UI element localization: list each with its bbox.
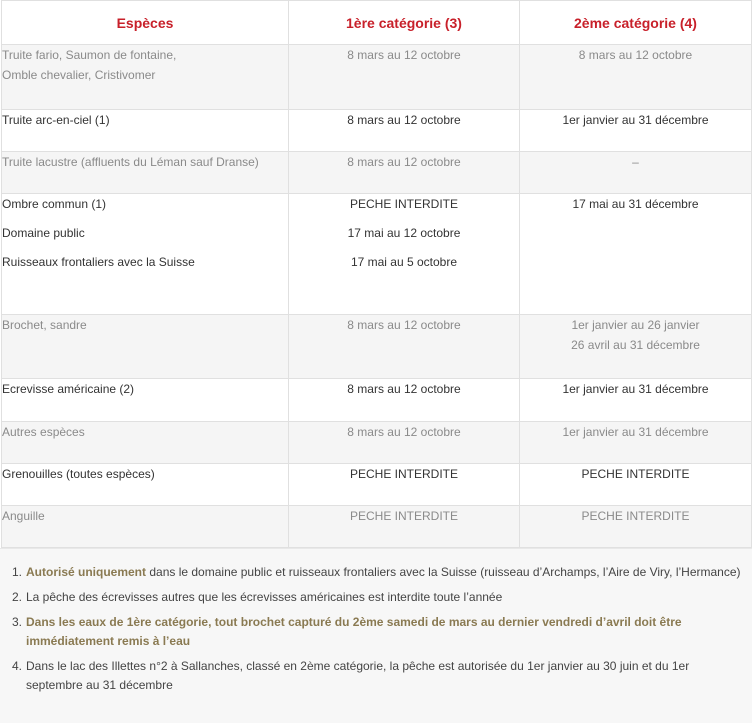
period-value: 17 mai au 31 décembre: [572, 197, 699, 211]
footnote-text: dans le domaine public et ruisseaux frontaliers avec la Suisse (ruisseau d’Archamps, l’Aire de Viry, l’Hermance): [146, 565, 741, 579]
period-value: 17 mai au 12 octobre: [347, 226, 461, 240]
period-value: 8 mars au 12 octobre: [347, 382, 461, 396]
cat2-cell: [520, 110, 752, 152]
header-species: Espèces: [2, 1, 289, 45]
period-value: 8 mars au 12 octobre: [347, 425, 461, 439]
cat2-cell: [520, 422, 752, 464]
period-value: 8 mars au 12 octobre: [347, 318, 461, 332]
cat2-cell: [520, 194, 752, 315]
cat2-cell: [520, 379, 752, 422]
period-value: 1er janvier au 31 décembre: [562, 425, 709, 439]
species-label: Autres espèces: [2, 425, 85, 439]
period-value: 1er janvier au 31 décembre: [562, 382, 709, 396]
cat2-cell: [520, 464, 752, 506]
species-label: Omble chevalier, Cristivomer: [2, 68, 156, 82]
period-value: 8 mars au 12 octobre: [578, 48, 693, 62]
table-row: [2, 110, 752, 152]
cat1-cell: [289, 110, 520, 152]
period-value: 8 mars au 12 octobre: [347, 48, 461, 62]
cat1-cell: [289, 45, 520, 110]
footnote-item: [12, 588, 742, 607]
table-row: [2, 152, 752, 194]
table-row: [2, 506, 752, 548]
period-value: PECHE INTERDITE: [349, 509, 458, 523]
species-cell: [2, 194, 289, 315]
table-row: [2, 422, 752, 464]
footnote-item: [12, 613, 742, 651]
species-label: Grenouilles (toutes espèces): [2, 467, 155, 481]
footnote-item: [12, 657, 742, 695]
species-cell: [2, 152, 289, 194]
period-value: 17 mai au 5 octobre: [350, 255, 458, 269]
cat1-cell: [289, 464, 520, 506]
table-row: [2, 464, 752, 506]
species-cell: [2, 379, 289, 422]
footnote-highlight: Autorisé uniquement: [26, 565, 147, 579]
species-label: Ruisseaux frontaliers avec la Suisse: [2, 255, 195, 269]
period-value: PECHE INTERDITE: [349, 467, 458, 481]
period-value: 8 mars au 12 octobre: [347, 113, 461, 127]
cat1-cell: [289, 194, 520, 315]
cat1-cell: [289, 379, 520, 422]
footnote-number: 3.: [12, 615, 23, 629]
period-value: 1er janvier au 26 janvier: [571, 318, 700, 332]
cat1-cell: [289, 506, 520, 548]
period-value: PECHE INTERDITE: [581, 509, 690, 523]
species-label: Truite fario, Saumon de fontaine,: [2, 48, 177, 62]
cat2-cell: [520, 152, 752, 194]
footnote-highlight: Dans les eaux de 1ère catégorie, tout brochet capturé du 2ème samedi de mars au dernier vendredi d’avril doit être immédiatement remis à l’eau: [26, 615, 682, 648]
species-cell: [2, 422, 289, 464]
period-value: 26 avril au 31 décembre: [571, 338, 700, 352]
species-cell: [2, 506, 289, 548]
footnotes: [0, 548, 752, 723]
footnote-number: 4.: [12, 659, 23, 673]
species-cell: [2, 45, 289, 110]
footnote-text: La pêche des écrevisses autres que les écrevisses américaines est interdite toute l’année: [26, 590, 503, 604]
species-label: Ecrevisse américaine (2): [2, 382, 135, 396]
header-category-1: 1ère catégorie (3): [289, 1, 520, 45]
cat2-cell: [520, 45, 752, 110]
header-category-2: 2ème catégorie (4): [520, 1, 752, 45]
cat1-cell: [289, 315, 520, 379]
table-row: [2, 45, 752, 110]
period-value: 8 mars au 12 octobre: [347, 155, 461, 169]
fishing-seasons-table: [1, 0, 752, 548]
species-cell: [2, 315, 289, 379]
species-cell: [2, 464, 289, 506]
footnote-number: 2.: [12, 590, 23, 604]
table-row: [2, 315, 752, 379]
species-label: Domaine public: [2, 226, 85, 240]
period-value: 1er janvier au 31 décembre: [562, 113, 709, 127]
period-value: PECHE INTERDITE: [349, 197, 458, 211]
table-row: [2, 194, 752, 315]
cat1-cell: [289, 152, 520, 194]
species-label: Truite arc-en-ciel (1): [2, 113, 110, 127]
footnote-item: [12, 563, 742, 582]
species-label: Truite lacustre (affluents du Léman sauf Dranse): [2, 155, 259, 169]
species-label: Ombre commun (1): [2, 197, 107, 211]
footnote-text: Dans le lac des Illettes n°2 à Sallanches, classé en 2ème catégorie, la pêche est autorisée du 1er janvier au 30 juin et du 1er septembre au 31 décembre: [26, 659, 690, 692]
table-row: [2, 379, 752, 422]
cat2-cell: [520, 315, 752, 379]
table-header-row: [2, 1, 752, 45]
period-value: –: [632, 155, 639, 169]
period-value: PECHE INTERDITE: [581, 467, 690, 481]
cat1-cell: [289, 422, 520, 464]
cat2-cell: [520, 506, 752, 548]
footnote-number: 1.: [12, 565, 23, 579]
species-cell: [2, 110, 289, 152]
species-label: Anguille: [2, 509, 45, 523]
species-label: Brochet, sandre: [2, 318, 87, 332]
